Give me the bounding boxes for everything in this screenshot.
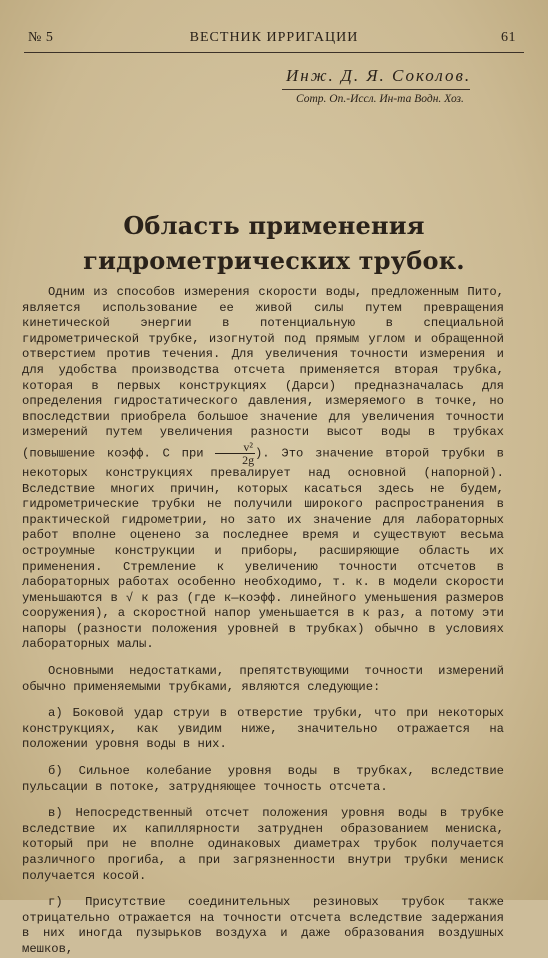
article-body xyxy=(22,285,504,958)
article-title: Область применения гидрометрических трубок. xyxy=(83,211,465,275)
running-header xyxy=(24,30,524,53)
journal-title: ВЕСТНИК ИРРИГАЦИИ xyxy=(189,30,359,45)
paragraph-drawbacks: Основными недостатками, препятствующими точности измерений обычно применяемыми трубками, являются следующие: xyxy=(22,664,504,694)
paragraph-intro-part2: ). Это значение второй трубки в некоторых конструкциях превалирует над основной (напорной). Вследствие многих причин, которых касаться здесь не будем, гидрометрические трубки не получили широкого распространения в практической гидрометрии, но зато их значение для лабораторных работ вполне оценено за последнее время и существуют весьма остроумные конструкции и приборы, расширяющие область их применения. Стремление к увеличению точности отсчетов в лабораторных работах особенно необходимо, т. к. в модели скорости уменьшаются в √ к раз (где к—коэфф. линейного уменьшения размеров сооружения), а скоростной напор уменьшается в к раз, а потому эти напоры (разности положения уровней в трубках) обычно в условиях лабораторных малы. xyxy=(22,446,504,652)
author-affiliation: Сотр. Оп.-Исcл. Ин-та Водн. Хоз. xyxy=(296,93,464,105)
paragraph-item-a: а) Боковой удар струи в отверстие трубки, что при некоторых конструкциях, как увидим ниже, значительно отражается на положении уровня воды в них. xyxy=(22,706,504,752)
paragraph-intro-part1: Одним из способов измерения скорости воды, предложенным Пито, является использование ее живой силы путем превращения кинетической энергии в потенциальную в специальной гидрометрической трубке, изогнутой под прямым углом и обращенной отверстием против течения. Для увеличения точности измерения и для удобства производства отсчета применяется вторая трубка, которая в первых конструкциях (Дарси) предназначалась для определения гидростатического давления, измеряемого в точке, но впоследствии приобрела большое значение для увеличения точности измерений путем увеличения разности высот воды в трубках (повышение коэфф. С при xyxy=(22,285,504,461)
velocity-head-formula xyxy=(215,441,255,466)
paragraph-intro xyxy=(22,285,504,653)
paragraph-item-v: в) Непосредственный отсчет положения уровня воды в трубке вследствие их капиллярности затруднен образованием мениска, который при не вполне одинаковых диаметрах трубок получается различного прогиба, а при загрязненности внутри трубки мениск получается косой. xyxy=(22,806,504,883)
formula-numerator: v² xyxy=(215,441,255,454)
author-name: Инж. Д. Я. Соколов. xyxy=(286,66,472,85)
page-number: 61 xyxy=(501,30,516,45)
issue-number: № 5 xyxy=(28,30,54,45)
paragraph-item-b: б) Сильное колебание уровня воды в трубках, вследствие пульсации в потоке, затрудняющее точность отсчета. xyxy=(22,764,504,794)
formula-denominator: 2g xyxy=(242,452,255,467)
paragraph-item-g: г) Присутствие соединительных резиновых трубок также отрицательно отражается на точности отсчета вследствие задержания в них иногда пузырьков воздуха и даже образования воздушных мешков, xyxy=(22,895,504,956)
author-rule xyxy=(282,89,470,90)
